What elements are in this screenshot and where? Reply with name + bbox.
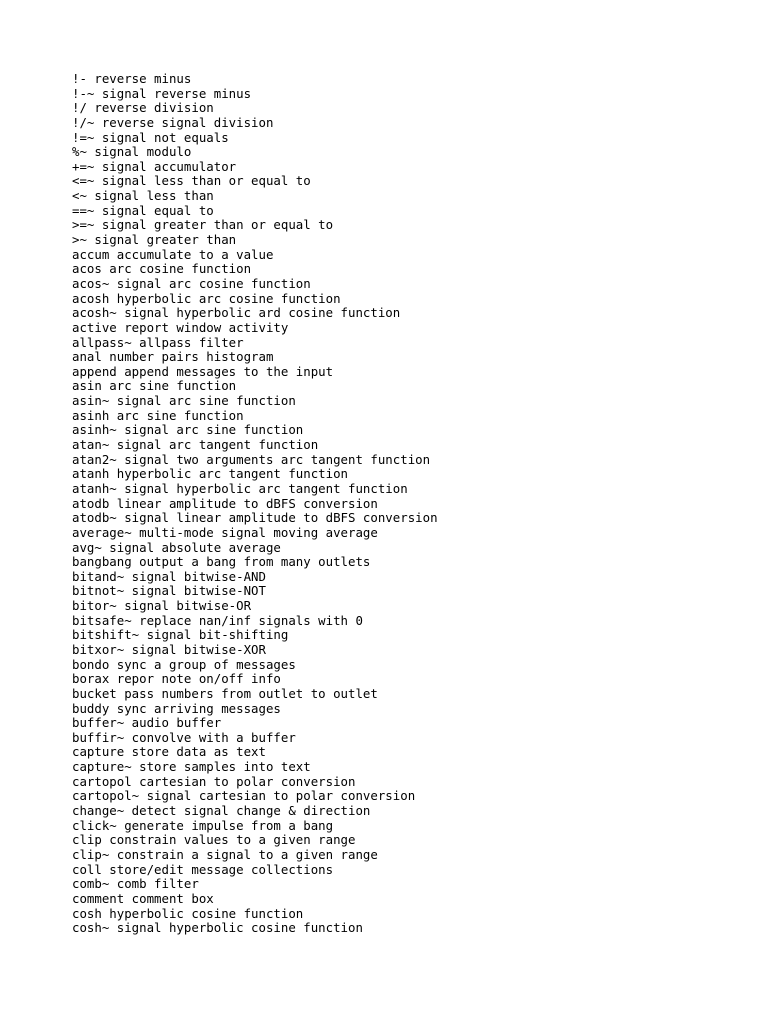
text-line: acos arc cosine function xyxy=(72,261,252,277)
text-line: capture~ store samples into text xyxy=(72,759,311,775)
text-line: !- reverse minus xyxy=(72,71,192,86)
text-line: accum accumulate to a value xyxy=(72,246,274,262)
text-line: clip~ constrain a signal to a given range xyxy=(72,846,378,862)
text-line: change~ detect signal change & direction xyxy=(72,803,371,819)
text-line: !/ reverse division xyxy=(72,100,214,116)
text-line: bitnot~ signal bitwise-NOT xyxy=(72,583,266,599)
text-line: cartopol cartesian to polar conversion xyxy=(72,773,356,789)
text-line: comment comment box xyxy=(72,890,214,906)
text-line: asin~ signal arc sine function xyxy=(72,393,296,409)
text-line: bitxor~ signal bitwise-XOR xyxy=(72,641,266,657)
text-line: >~ signal greater than xyxy=(72,232,237,248)
text-line: asinh arc sine function xyxy=(72,407,244,423)
text-line: atan2~ signal two arguments arc tangent function xyxy=(72,451,431,467)
text-line: clip constrain values to a given range xyxy=(72,832,356,848)
text-line: active report window activity xyxy=(72,319,289,335)
text-line: append append messages to the input xyxy=(72,363,334,379)
text-line: acos~ signal arc cosine function xyxy=(72,275,311,291)
text-line: <~ signal less than xyxy=(72,188,214,204)
text-line: atodb~ signal linear amplitude to dBFS conversion xyxy=(72,510,438,526)
text-line: coll store/edit message collections xyxy=(72,861,334,877)
text-line: avg~ signal absolute average xyxy=(72,539,281,555)
text-line: buffer~ audio buffer xyxy=(72,715,222,731)
text-line: +=~ signal accumulator xyxy=(72,158,237,174)
text-line: bitor~ signal bitwise-OR xyxy=(72,598,252,614)
text-line: asinh~ signal arc sine function xyxy=(72,422,304,438)
text-line: anal number pairs histogram xyxy=(72,349,274,365)
text-line: !=~ signal not equals xyxy=(72,129,229,145)
text-line: bucket pass numbers from outlet to outlet xyxy=(72,685,378,701)
text-line: bitsafe~ replace nan/inf signals with 0 xyxy=(72,612,363,628)
text-line: bitshift~ signal bit-shifting xyxy=(72,627,289,643)
text-line: allpass~ allpass filter xyxy=(72,334,244,350)
text-line: ==~ signal equal to xyxy=(72,202,214,218)
text-line: buffir~ convolve with a buffer xyxy=(72,729,296,745)
text-line: bitand~ signal bitwise-AND xyxy=(72,568,266,584)
text-line: atanh~ signal hyperbolic arc tangent function xyxy=(72,480,408,496)
text-line: comb~ comb filter xyxy=(72,876,199,892)
text-line: !-~ signal reverse minus xyxy=(72,85,252,101)
text-line: buddy sync arriving messages xyxy=(72,700,281,716)
text-line: acosh~ signal hyperbolic ard cosine function xyxy=(72,305,401,321)
text-line: bangbang output a bang from many outlets xyxy=(72,554,371,570)
text-line: atodb linear amplitude to dBFS conversion xyxy=(72,495,378,511)
text-line: average~ multi-mode signal moving average xyxy=(72,524,378,540)
text-line: acosh hyperbolic arc cosine function xyxy=(72,290,341,306)
text-line: asin arc sine function xyxy=(72,378,237,394)
text-line: cartopol~ signal cartesian to polar conversion xyxy=(72,788,416,804)
text-line: click~ generate impulse from a bang xyxy=(72,817,334,833)
text-line: atanh hyperbolic arc tangent function xyxy=(72,466,349,482)
text-line: >=~ signal greater than or equal to xyxy=(72,217,334,233)
text-line: !/~ reverse signal division xyxy=(72,114,274,130)
text-line: <=~ signal less than or equal to xyxy=(72,173,311,189)
text-line: cosh~ signal hyperbolic cosine function xyxy=(72,920,363,936)
text-line: borax repor note on/off info xyxy=(72,671,281,687)
text-line: cosh hyperbolic cosine function xyxy=(72,905,304,921)
document-page xyxy=(72,72,692,936)
text-line: %~ signal modulo xyxy=(72,144,192,160)
text-line: capture store data as text xyxy=(72,744,266,760)
text-line: bondo sync a group of messages xyxy=(72,656,296,672)
text-line: atan~ signal arc tangent function xyxy=(72,437,319,453)
